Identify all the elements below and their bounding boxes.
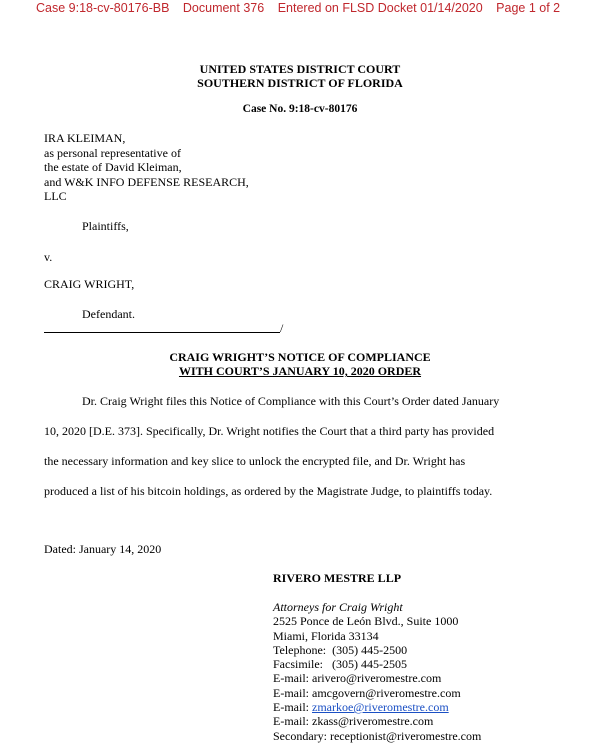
address-line2: Miami, Florida 33134: [273, 628, 379, 643]
docket-page: Page 1 of 2: [496, 1, 561, 15]
signature-block: [273, 600, 481, 743]
body-line: produced a list of his bitcoin holdings, as ordered by the Magistrate Judge, to plaintiffs today.: [44, 484, 493, 498]
plaintiff-line: LLC: [44, 189, 67, 203]
attorney-role: Attorneys for Craig Wright: [273, 600, 403, 614]
defendant-name: CRAIG WRIGHT,: [44, 277, 135, 291]
docket-entered: Entered on FLSD Docket 01/14/2020: [277, 1, 483, 15]
facsimile: Facsimile: (305) 445-2505: [273, 657, 407, 672]
email-zmarkoe-link[interactable]: zmarkoe@riveromestre.com: [312, 700, 449, 715]
caption-slash: /: [280, 321, 284, 335]
defendant-label: Defendant.: [82, 307, 135, 321]
docket-document-number: Document 376: [182, 1, 265, 15]
email-zmarkoe-prefix: E-mail:: [273, 700, 312, 715]
court-name-line2: SOUTHERN DISTRICT OF FLORIDA: [197, 76, 403, 90]
body-line: Dr. Craig Wright files this Notice of Compliance with this Court’s Order dated January: [82, 394, 500, 408]
docket-case-number: Case 9:18-cv-80176-BB: [36, 1, 170, 15]
notice-title-line1: CRAIG WRIGHT’S NOTICE OF COMPLIANCE: [169, 350, 431, 364]
plaintiffs-label: Plaintiffs,: [82, 219, 129, 233]
plaintiff-line: as personal representative of: [44, 145, 181, 160]
body-line: the necessary information and key slice to unlock the encrypted file, and Dr. Wright has: [44, 454, 466, 468]
notice-title-line2: WITH COURT’S JANUARY 10, 2020 ORDER: [178, 364, 422, 378]
dated-line: Dated: January 14, 2020: [44, 542, 162, 556]
email-secondary: Secondary: receptionist@riveromestre.com: [273, 728, 482, 743]
plaintiff-line: and W&K INFO DEFENSE RESEARCH,: [44, 174, 249, 189]
versus: v.: [44, 250, 53, 264]
plaintiff-line: IRA KLEIMAN,: [44, 131, 126, 145]
firm-name: RIVERO MESTRE LLP: [273, 571, 402, 585]
court-name-line1: UNITED STATES DISTRICT COURT: [199, 62, 401, 76]
address-line1: 2525 Ponce de León Blvd., Suite 1000: [273, 614, 459, 629]
email-zkass: E-mail: zkass@riveromestre.com: [273, 714, 434, 729]
case-number: Case No. 9:18-cv-80176: [242, 103, 358, 115]
telephone: Telephone: (305) 445-2500: [273, 642, 408, 657]
email-arivero: E-mail: arivero@riveromestre.com: [273, 671, 442, 686]
body-line: 10, 2020 [D.E. 373]. Specifically, Dr. Wright notifies the Court that a third party has provided: [44, 424, 495, 438]
plaintiff-block: [44, 131, 249, 204]
email-zmarkoe: [273, 700, 481, 714]
caption-rule: [44, 332, 280, 333]
plaintiff-line: the estate of David Kleiman,: [44, 160, 182, 174]
email-amcgovern: E-mail: amcgovern@riveromestre.com: [273, 685, 461, 700]
docket-header: [36, 1, 570, 15]
